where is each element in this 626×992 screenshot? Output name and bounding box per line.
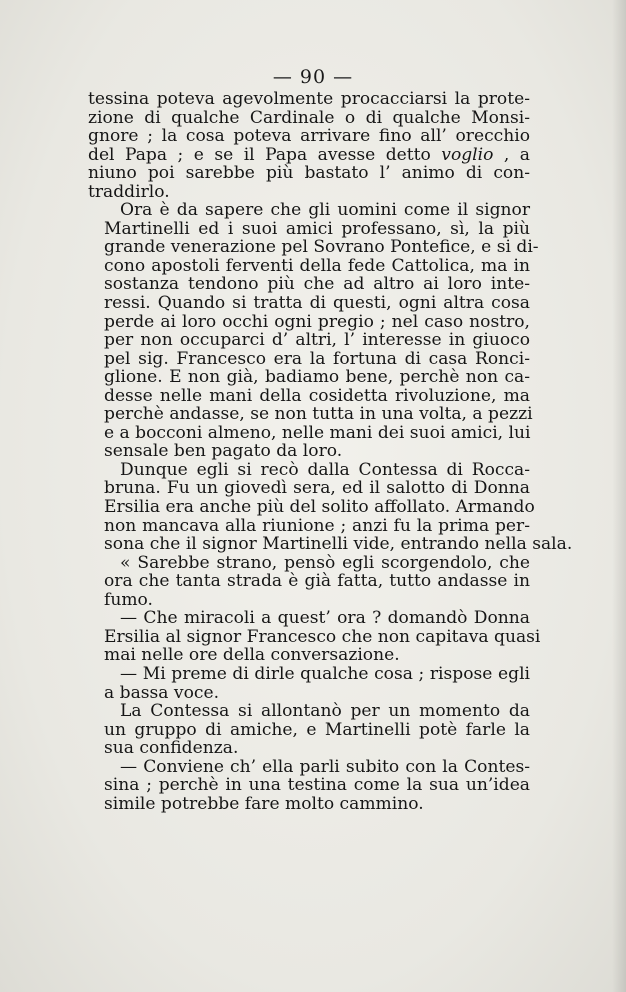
text-line: cono apostoli ferventi della fede Cattolica, ma in <box>104 255 530 276</box>
paragraph-3 <box>88 459 573 555</box>
text-line: bruna. Fu un giovedì sera, ed il salotto di Donna <box>104 478 530 499</box>
paragraph-2 <box>88 200 539 462</box>
text-line: grande venerazione pel Sovrano Pontefice, e si di- <box>104 237 539 258</box>
text-line: — Che miracoli a quest’ ora ? domandò Donna <box>120 608 530 629</box>
text-line: sensale ben pagato da loro. <box>104 441 343 462</box>
text-line: desse nelle mani della cosidetta rivoluzione, ma <box>104 385 530 406</box>
text-line: Ersilia era anche più del solito affollato. Armando <box>104 497 535 518</box>
text-line: zione di qualche Cardinale o di qualche Monsi- <box>88 107 530 128</box>
text-line: — Conviene ch’ ella parli subito con la Contes- <box>120 756 530 777</box>
text-line: niuno poi sarebbe più bastato l’ animo di con- <box>88 163 530 184</box>
text-line: Ora è da sapere che gli uomini come il signor <box>120 200 530 221</box>
text-line: gnore ; la cosa poteva arrivare fino all’ orecchio <box>88 126 530 147</box>
text-line: sostanza tendono più che ad altro ai loro inte- <box>104 274 530 295</box>
paragraph-4 <box>88 554 530 610</box>
text-line: mai nelle ore della conversazione. <box>104 645 400 666</box>
text-line: sua confidenza. <box>104 738 239 759</box>
text-line: perchè andasse, se non tutta in una volta, a pezzi <box>104 404 533 425</box>
text-line: Ersilia al signor Francesco che non capitava quasi <box>104 626 541 647</box>
text-line: non mancava alla riunione ; anzi fu la prima per- <box>104 515 530 536</box>
body-text <box>88 89 573 814</box>
text-line: del Papa ; e se il Papa avesse detto voglio , a <box>88 144 530 165</box>
text-line: perde ai loro occhi ogni pregio ; nel caso nostro, <box>104 311 530 332</box>
page-number: — 90 — <box>272 66 354 88</box>
text-line: simile potrebbe fare molto cammino. <box>104 793 424 814</box>
paragraph-8 <box>88 758 530 814</box>
paragraph-1 <box>88 90 530 201</box>
text-line: tessina poteva agevolmente procacciarsi la prote- <box>88 89 530 109</box>
text-line: sina ; perchè in una testina come la sua un’idea <box>104 775 530 796</box>
paragraph-6 <box>88 665 530 702</box>
text-line: a bassa voce. <box>104 682 219 703</box>
text-line: La Contessa si allontanò per un momento da <box>120 701 530 722</box>
text-line: per non occuparci d’ altri, l’ interesse in giuoco <box>104 330 530 351</box>
text-line: fumo. <box>104 589 153 610</box>
text-line: — Mi preme di dirle qualche cosa ; rispose egli <box>120 663 530 684</box>
text-line: e a bocconi almeno, nelle mani dei suoi amici, lui <box>104 422 531 443</box>
text-line: ora che tanta strada è già fatta, tutto andasse in <box>104 571 530 592</box>
text-line: sona che il signor Martinelli vide, entrando nella sala. <box>104 534 573 555</box>
text-line: « Sarebbe strano, pensò egli scorgendolo, che <box>120 552 530 573</box>
paragraph-7 <box>88 702 530 758</box>
page-edge-shadow <box>612 0 626 992</box>
text-line: pel sig. Francesco era la fortuna di casa Ronci- <box>104 348 530 369</box>
text-line: un gruppo di amiche, e Martinelli potè farle la <box>104 719 530 740</box>
text-line: glione. E non già, badiamo bene, perchè non ca- <box>104 367 530 388</box>
paragraph-5 <box>88 608 541 666</box>
text-line: ressi. Quando si tratta di questi, ogni altra cosa <box>104 293 530 314</box>
text-line: Martinelli ed i suoi amici professano, sì, la più <box>104 218 530 239</box>
text-line: Dunque egli si recò dalla Contessa di Rocca- <box>120 459 530 480</box>
text-line: traddirlo. <box>88 181 170 202</box>
emphasized-word: voglio <box>441 144 494 165</box>
